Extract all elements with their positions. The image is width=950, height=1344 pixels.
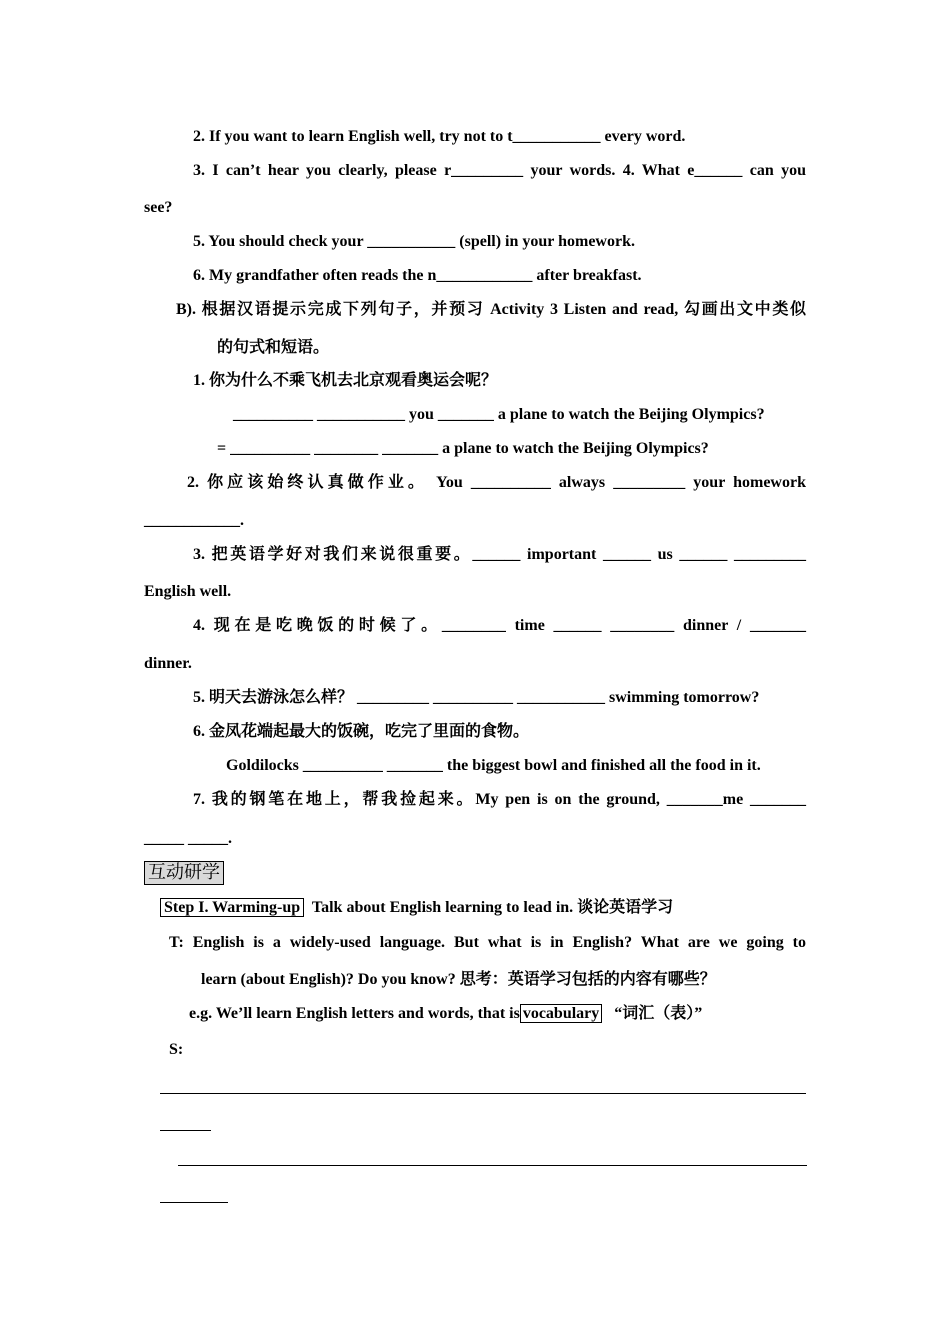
answer-line-2[interactable]	[178, 1165, 807, 1166]
example-suffix: “词汇（表）”	[614, 1005, 703, 1022]
exercise-a-4-cont: see?	[144, 199, 173, 216]
exercise-b-1-cn: 1. 你为什么不乘飞机去北京观看奥运会呢？	[193, 372, 498, 389]
student-label: S:	[169, 1041, 184, 1058]
step-one-text: Talk about English learning to lead in. 谈论英语学习	[311, 899, 674, 916]
answer-line-2-cont[interactable]	[160, 1202, 228, 1203]
answer-line-1[interactable]	[160, 1093, 806, 1094]
teacher-line-1: T: English is a widely-used language. But what is in English? What are we going to	[169, 934, 806, 951]
exercise-b-3: 3. 把英语学好对我们来说很重要。______ important ______ us ______ _________	[193, 546, 806, 563]
answer-line-1-cont[interactable]	[160, 1130, 211, 1131]
exercise-b-7: 7. 我的钢笔在地上，帮我捡起来。My pen is on the ground, _______me _______	[193, 791, 806, 808]
exercise-a-5: 5. You should check your ___________ (spell) in your homework.	[193, 233, 635, 250]
exercise-b-6-en: Goldilocks __________ _______ the biggest bowl and finished all the food in it.	[226, 757, 761, 774]
step-one-label: Step I. Warming-up	[160, 898, 304, 917]
example-line	[189, 1004, 702, 1024]
exercise-b-6-cn: 6. 金凤花端起最大的饭碗，吃完了里面的食物。	[193, 723, 530, 740]
exercise-b-2-cont: ____________.	[144, 512, 244, 529]
exercise-b-3-cont: English well.	[144, 583, 232, 600]
exercise-b-7-cont: _____ _____.	[144, 830, 232, 847]
part-b-header-cont: 的句式和短语。	[217, 339, 330, 356]
section-title: 互动研学	[144, 861, 224, 885]
exercise-b-4-cont: dinner.	[144, 655, 192, 672]
teacher-line-2: learn (about English)? Do you know? 思考：英语学习包括的内容有哪些？	[201, 971, 716, 988]
exercise-b-1-en-a: __________ ___________ you _______ a plane to watch the Beijing Olympics?	[233, 406, 765, 423]
step-one-line	[160, 898, 673, 918]
part-b-header: B). 根据汉语提示完成下列句子，并预习 Activity 3 Listen and read, 勾画出文中类似	[176, 301, 806, 318]
exercise-a-6: 6. My grandfather often reads the n____________ after breakfast.	[193, 267, 642, 284]
exercise-b-4: 4. 现在是吃晚饭的时候了。________ time ______ ________ dinner / _______	[193, 617, 806, 634]
example-prefix: e.g. We’ll learn English letters and words, that is	[189, 1005, 520, 1022]
exercise-a-2: 2. If you want to learn English well, try not to t___________ every word.	[193, 128, 686, 145]
vocabulary-box: vocabulary	[520, 1004, 602, 1023]
exercise-a-3-4: 3. I can’t hear you clearly, please r_________ your words. 4. What e______ can you	[193, 162, 806, 179]
exercise-b-1-en-b: = __________ ________ _______ a plane to watch the Beijing Olympics?	[217, 440, 709, 457]
exercise-b-5: 5. 明天去游泳怎么样？ _________ __________ ___________ swimming tomorrow?	[193, 689, 760, 706]
exercise-b-2: 2. 你应该始终认真做作业。 You __________ always _________ your homework	[187, 474, 806, 491]
